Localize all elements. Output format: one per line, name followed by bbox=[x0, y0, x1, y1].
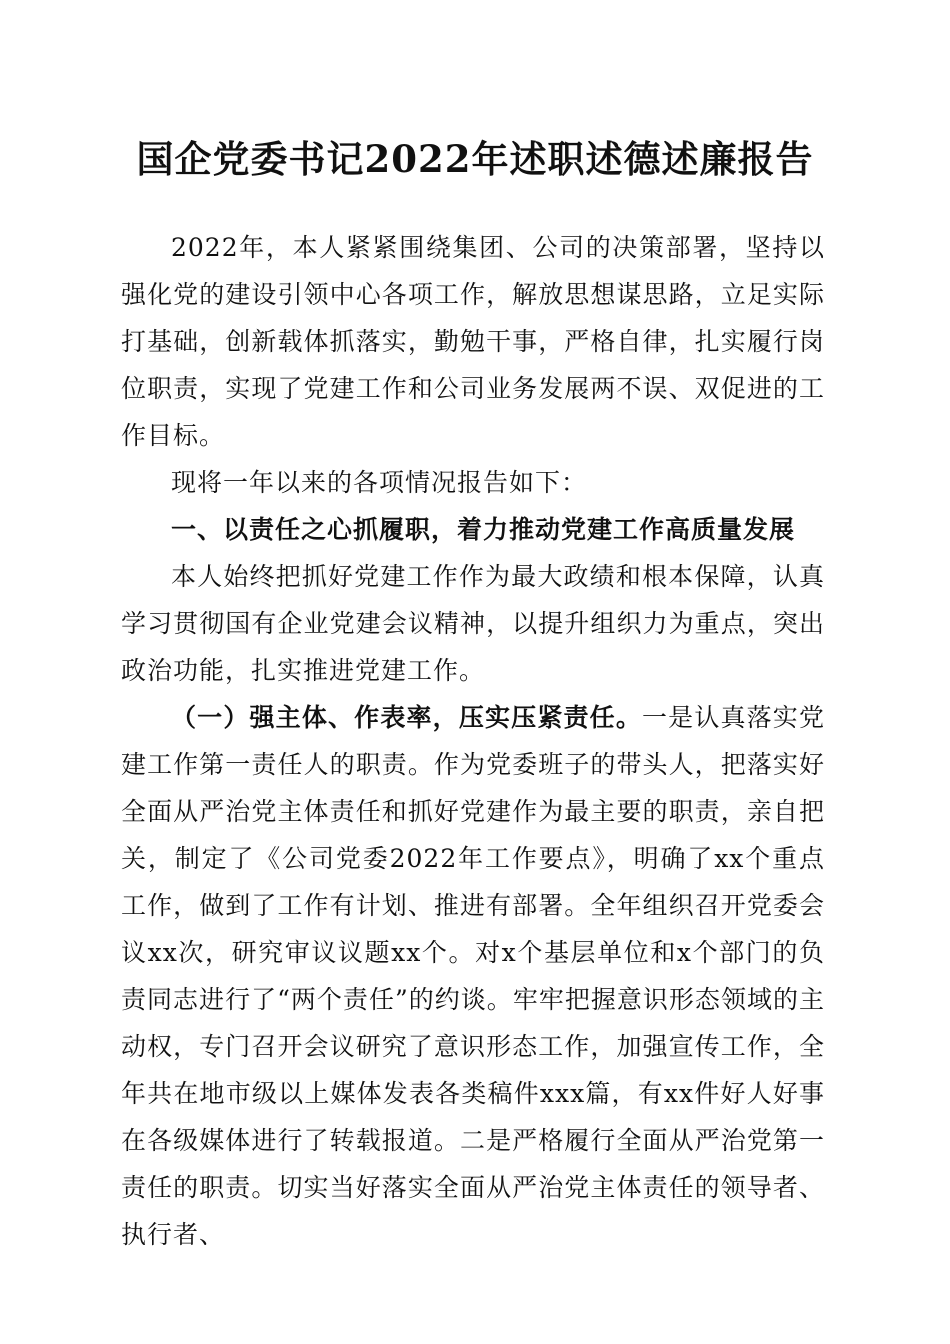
subsection-1-paragraph bbox=[121, 694, 825, 1258]
subsection-1-heading: （一）强主体、作表率，压实压紧责任。 bbox=[171, 703, 642, 732]
section-1-heading: 一、以责任之心抓履职，着力推动党建工作高质量发展 bbox=[171, 515, 796, 544]
document-body bbox=[121, 224, 825, 1258]
document-title: 国企党委书记2022年述职述德述廉报告 bbox=[136, 137, 814, 181]
subsection-1-body: 一是认真落实党建工作第一责任人的职责。作为党委班子的带头人，把落实好全面从严治党主体责任和抓好党建作为最主要的职责，亲自把关，制定了《公司党委2022年工作要点》，明确了xx个重点工作，做到了工作有计划、推进有部署。全年组织召开党委会议xx次，研究审议议题xx个。对x个基层单位和x个部门的负责同志进行了“两个责任”的约谈。牢牢把握意识形态领域的主动权，专门召开会议研究了意识形态工作，加强宣传工作，全年共在地市级以上媒体发表各类稿件xxx篇，有xx件好人好事在各级媒体进行了转载报道。二是严格履行全面从严治党第一责任的职责。切实当好落实全面从严治党主体责任的领导者、执行者、 bbox=[121, 703, 825, 1249]
section-1-intro-paragraph: 本人始终把抓好党建工作作为最大政绩和根本保障，认真学习贯彻国有企业党建会议精神，以提升组织力为重点，突出政治功能，扎实推进党建工作。 bbox=[121, 562, 825, 685]
intro-paragraph: 2022年，本人紧紧围绕集团、公司的决策部署，坚持以强化党的建设引领中心各项工作，解放思想谋思路，立足实际打基础，创新载体抓落实，勤勉干事，严格自律，扎实履行岗位职责，实现了党建工作和公司业务发展两不误、双促进的工作目标。 bbox=[121, 233, 825, 450]
report-lead-paragraph: 现将一年以来的各项情况报告如下： bbox=[171, 468, 588, 497]
